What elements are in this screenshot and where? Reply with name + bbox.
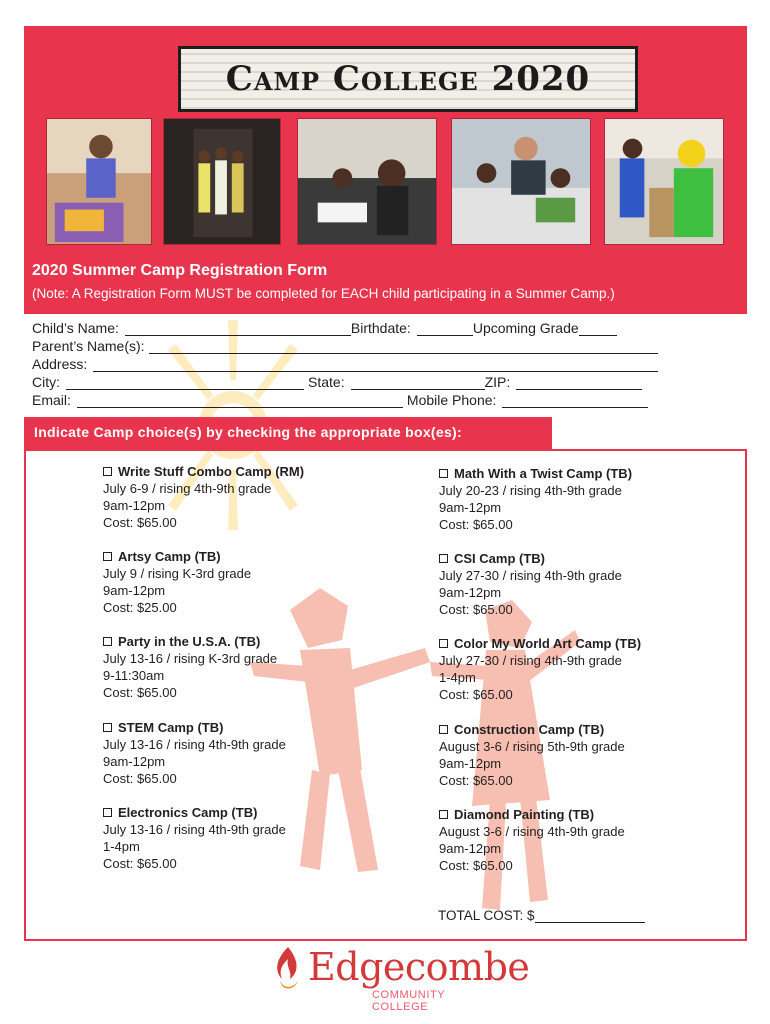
camp-name: Diamond Painting (TB)	[454, 807, 595, 822]
camp-photo-2	[163, 118, 281, 245]
address-input[interactable]	[93, 358, 658, 372]
camp-name: Write Stuff Combo Camp (RM)	[118, 464, 305, 479]
camp-option[interactable]	[439, 721, 625, 789]
camp-option[interactable]	[103, 633, 277, 701]
camp-photo-1	[46, 118, 152, 245]
camp-time: 9am-12pm	[439, 841, 502, 856]
camp-dates: July 20-23 / rising 4th-9th grade	[439, 483, 622, 498]
camp-checkbox[interactable]	[439, 554, 448, 563]
camp-option[interactable]	[439, 635, 641, 703]
camp-name: Construction Camp (TB)	[454, 722, 605, 737]
camp-dates: July 13-16 / rising 4th-9th grade	[103, 737, 286, 752]
camp-cost: Cost: $65.00	[439, 687, 513, 702]
camp-checkbox[interactable]	[439, 810, 448, 819]
upcoming-grade-label: Upcoming Grade	[472, 320, 579, 336]
email-label: Email:	[32, 392, 71, 408]
total-cost	[438, 908, 645, 923]
parent-names-label: Parent’s Name(s):	[32, 338, 145, 354]
camp-time: 9am-12pm	[439, 500, 502, 515]
camp-time: 9am-12pm	[103, 583, 166, 598]
row-city-state-zip	[32, 372, 672, 390]
birthdate-label: Birthdate:	[350, 320, 411, 336]
camp-option[interactable]	[103, 719, 286, 787]
mobile-phone-label: Mobile Phone:	[406, 392, 497, 408]
form-heading: 2020 Summer Camp Registration Form	[32, 262, 328, 279]
camp-name: Math With a Twist Camp (TB)	[454, 466, 633, 481]
camp-name: Party in the U.S.A. (TB)	[118, 634, 261, 649]
city-input[interactable]	[66, 376, 304, 390]
camp-time: 9am-12pm	[439, 756, 502, 771]
camp-checkbox[interactable]	[103, 808, 112, 817]
camp-cost: Cost: $25.00	[103, 600, 177, 615]
camp-option[interactable]	[103, 548, 251, 616]
row-child-info	[32, 318, 672, 336]
camp-dates: July 27-30 / rising 4th-9th grade	[439, 568, 622, 583]
camp-checkbox[interactable]	[103, 723, 112, 732]
camp-checkbox[interactable]	[103, 552, 112, 561]
camp-time: 9-11:30am	[103, 668, 165, 683]
camp-dates: July 6-9 / rising 4th-9th grade	[103, 481, 272, 496]
form-note: (Note: A Registration Form MUST be completed for EACH child participating in a Summer Camp.)	[32, 286, 615, 301]
total-cost-label: TOTAL COST: $	[438, 908, 535, 923]
camp-photo-3	[297, 118, 437, 245]
camp-cost: Cost: $65.00	[103, 515, 177, 530]
birthdate-input[interactable]	[417, 322, 473, 336]
logo-subtitle: COMMUNITY COLLEGE	[372, 989, 446, 1013]
header-banner	[24, 26, 747, 314]
camp-name: CSI Camp (TB)	[454, 551, 545, 566]
camp-checkbox[interactable]	[439, 725, 448, 734]
camp-cost: Cost: $65.00	[439, 602, 513, 617]
mobile-phone-input[interactable]	[502, 394, 648, 408]
child-name-label: Child’s Name:	[32, 320, 119, 336]
registration-fields	[32, 318, 672, 408]
camp-checkbox[interactable]	[439, 469, 448, 478]
camp-time: 1-4pm	[103, 839, 140, 854]
row-email-phone	[32, 390, 672, 408]
camp-photo-5	[604, 118, 724, 245]
email-input[interactable]	[77, 394, 403, 408]
address-label: Address:	[32, 356, 88, 372]
camp-dates: August 3-6 / rising 5th-9th grade	[439, 739, 625, 754]
child-name-input[interactable]	[125, 322, 351, 336]
camp-dates: July 13-16 / rising K-3rd grade	[103, 651, 278, 666]
row-parent	[32, 336, 672, 354]
camp-option[interactable]	[439, 806, 625, 874]
camp-name: Electronics Camp (TB)	[118, 805, 258, 820]
camp-cost: Cost: $65.00	[103, 771, 177, 786]
camp-cost: Cost: $65.00	[439, 773, 513, 788]
camp-dates: July 13-16 / rising 4th-9th grade	[103, 822, 286, 837]
city-label: City:	[32, 374, 60, 390]
zip-label: ZIP:	[484, 374, 511, 390]
camp-checkbox[interactable]	[103, 637, 112, 646]
edgecombe-logo	[272, 945, 530, 1013]
camp-title: Camp College 2020	[225, 59, 591, 99]
zip-input[interactable]	[516, 376, 642, 390]
camp-name: Artsy Camp (TB)	[118, 549, 221, 564]
camp-time: 9am-12pm	[103, 754, 166, 769]
camp-cost: Cost: $65.00	[439, 517, 513, 532]
flame-icon	[272, 947, 304, 993]
camp-option[interactable]	[439, 550, 622, 618]
row-address	[32, 354, 672, 372]
camp-checkbox[interactable]	[439, 639, 448, 648]
camp-name: Color My World Art Camp (TB)	[454, 636, 642, 651]
upcoming-grade-input[interactable]	[579, 322, 617, 336]
camp-dates: July 27-30 / rising 4th-9th grade	[439, 653, 622, 668]
parent-names-input[interactable]	[149, 340, 658, 354]
camp-cost: Cost: $65.00	[439, 858, 513, 873]
total-cost-input[interactable]	[535, 909, 645, 923]
camp-choice-prompt: Indicate Camp choice(s) by checking the appropriate box(es):	[24, 417, 552, 449]
camp-dates: July 9 / rising K-3rd grade	[103, 566, 252, 581]
camp-time: 9am-12pm	[103, 498, 166, 513]
camp-photo-4	[451, 118, 591, 245]
camp-name: STEM Camp (TB)	[118, 720, 224, 735]
camp-title-sign	[178, 46, 638, 112]
state-input[interactable]	[351, 376, 485, 390]
logo-name: Edgecombe	[308, 945, 530, 989]
camp-cost: Cost: $65.00	[103, 685, 177, 700]
camp-cost: Cost: $65.00	[103, 856, 177, 871]
camp-option[interactable]	[103, 463, 304, 531]
camp-option[interactable]	[103, 804, 286, 872]
camp-time: 9am-12pm	[439, 585, 502, 600]
camp-time: 1-4pm	[439, 670, 476, 685]
camp-dates: August 3-6 / rising 4th-9th grade	[439, 824, 625, 839]
camp-option[interactable]	[439, 465, 632, 533]
camp-checkbox[interactable]	[103, 467, 112, 476]
state-label: State:	[308, 374, 345, 390]
